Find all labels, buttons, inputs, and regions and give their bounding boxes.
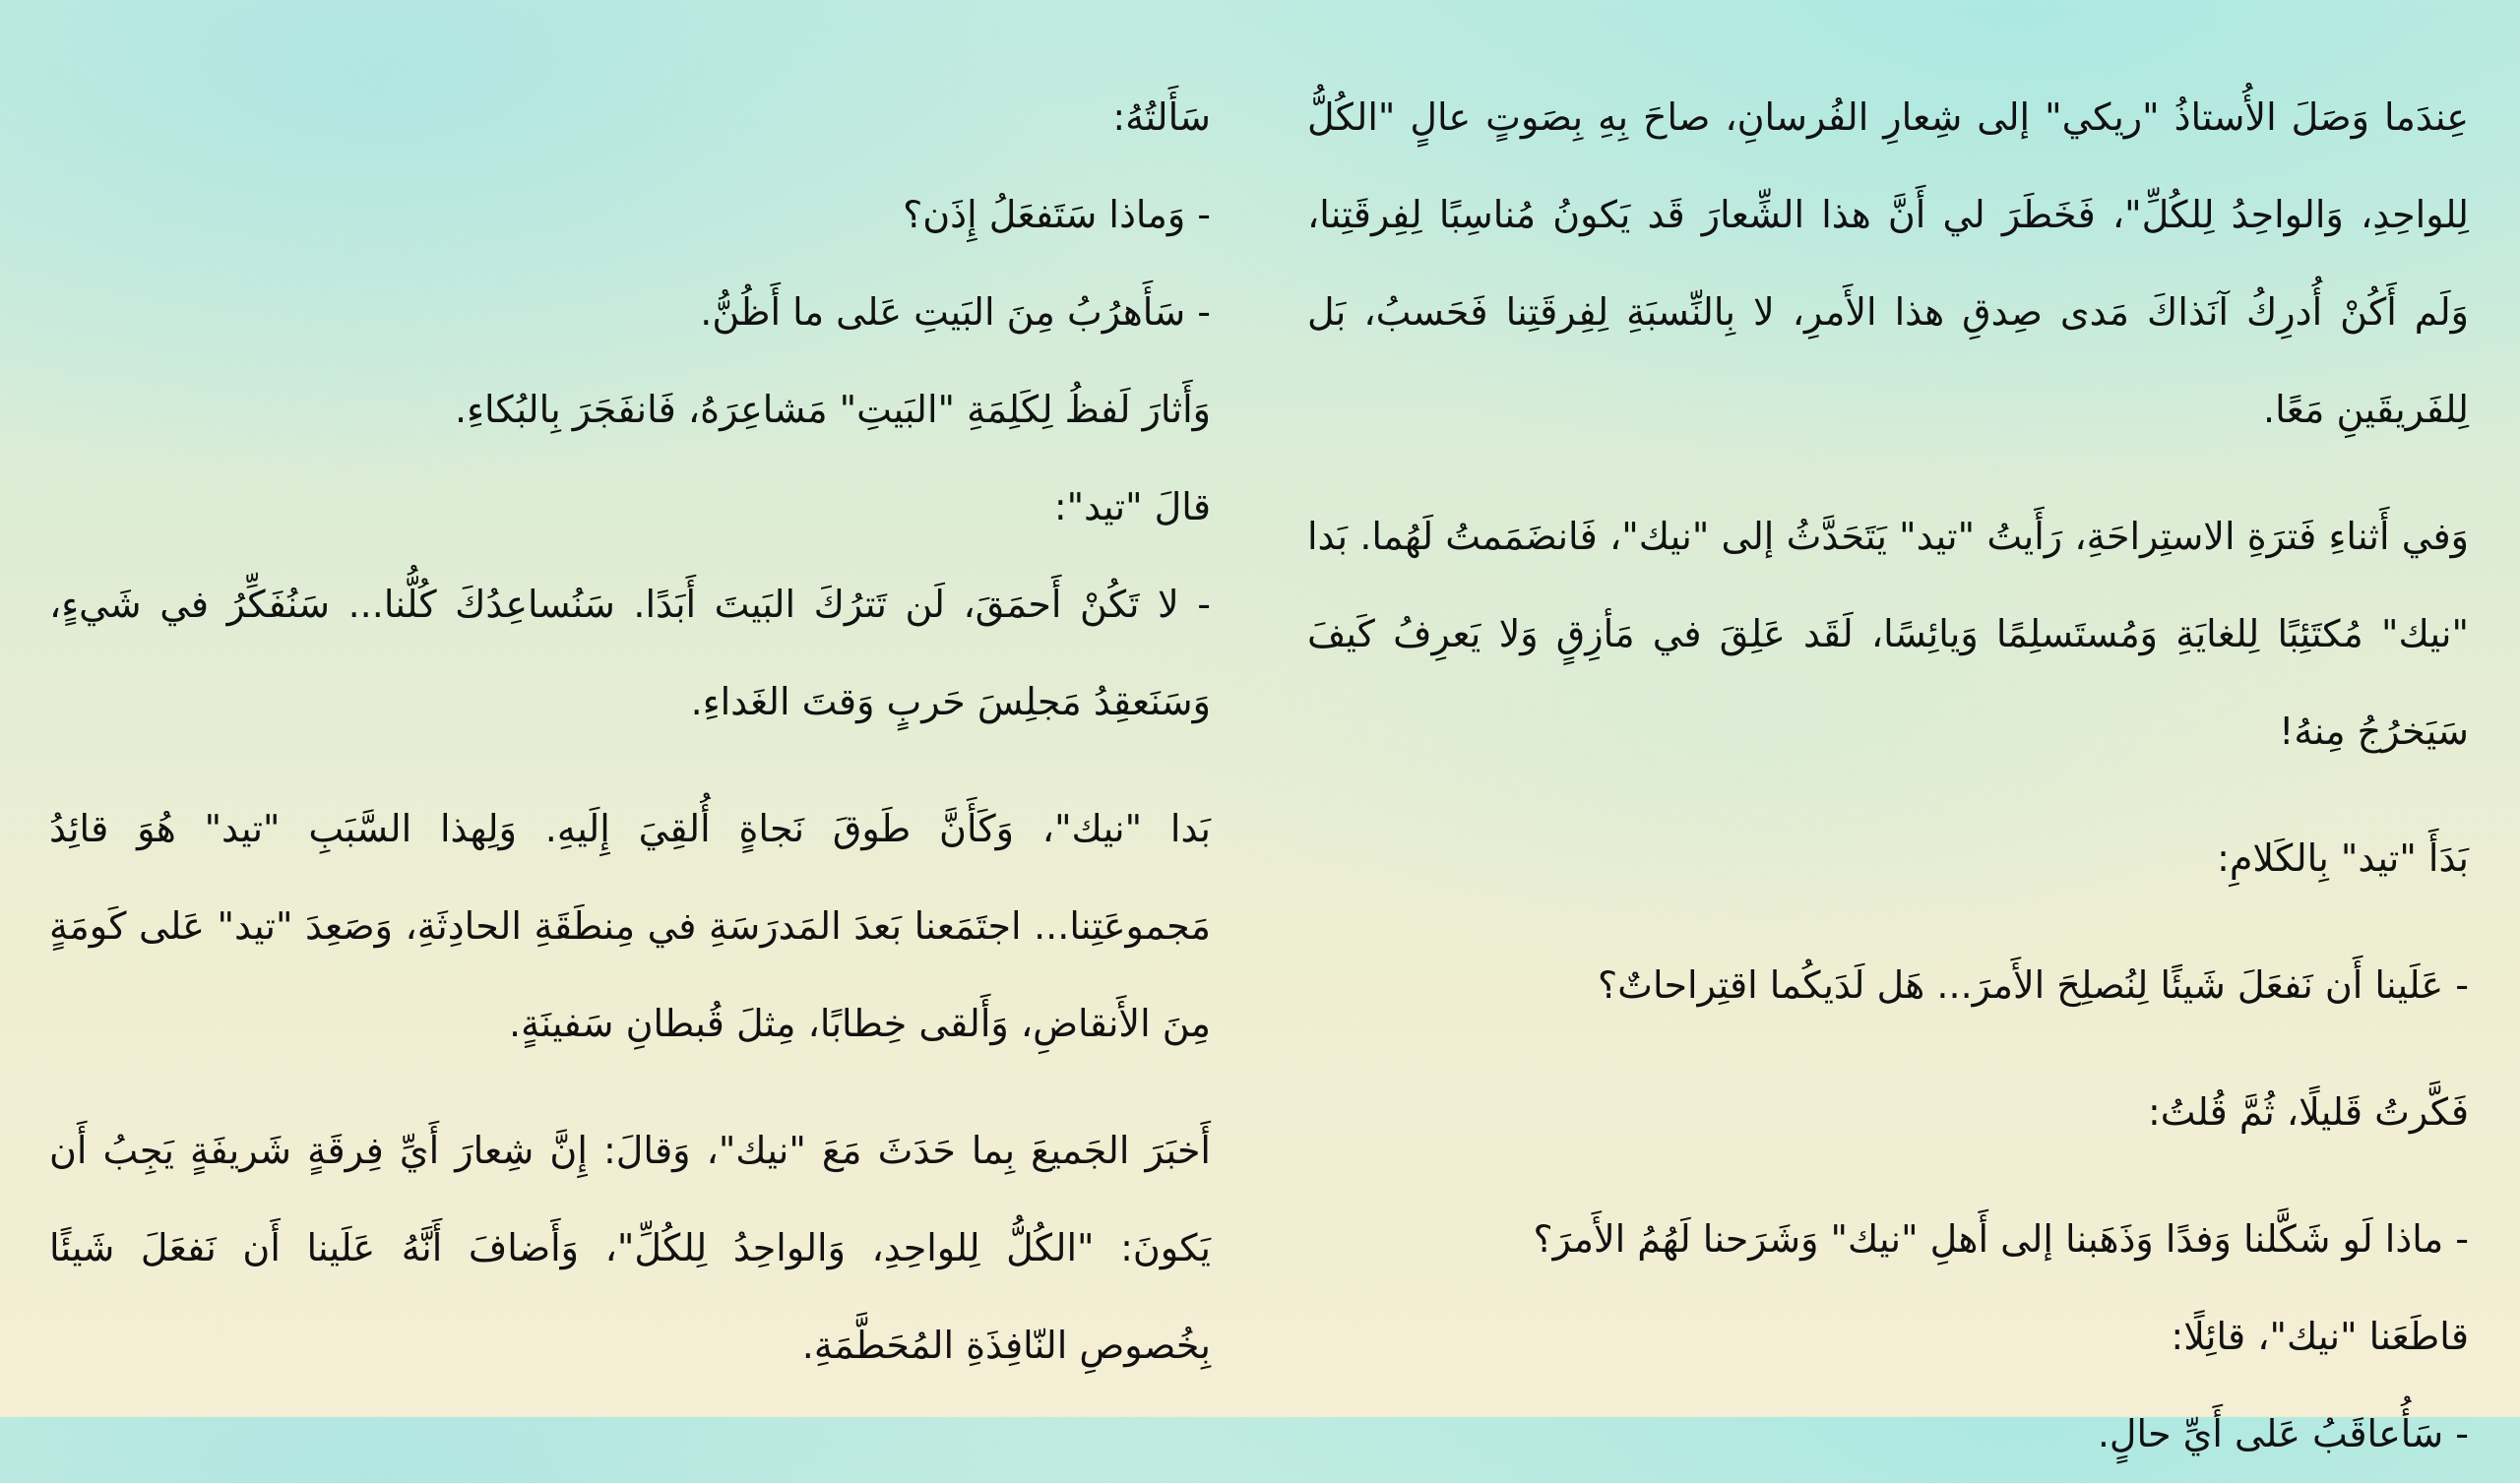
left-text-column bbox=[49, 69, 1211, 1424]
dialogue-punished: - سَأُعاقَبُ عَلى أَيِّ حالٍ. bbox=[1307, 1386, 2469, 1483]
right-text-column bbox=[1307, 69, 2469, 1483]
paragraph-knights-slogan: عِندَما وَصَلَ الأُستاذُ "ريكي" إلى شِعارِ الفُرسانِ، صاحَ بِهِ بِصَوتٍ عالٍ "الكُلُّ لِلواحِدِ، وَالواحِدُ لِلكُلِّ"، فَخَطَرَ لي أَنَّ هذا الشِّعارَ قَد يَكونُ مُناسِبًا لِفِرقَتِنا، وَلَم أَكُنْ أُدرِكُ آنَذاكَ مَدى صِدقِ هذا الأَمرِ، لا بِالنِّسبَةِ لِفِرقَتِنا فَحَسبُ، بَل لِلفَريقَينِ مَعًا. bbox=[1307, 95, 2469, 431]
dialogue-ted-suggestions: - عَلَينا أَن نَفعَلَ شَيئًا لِنُصلِحَ الأَمرَ... هَل لَدَيكُما اقتِراحاتٌ؟ bbox=[1307, 937, 2469, 1034]
dialogue-dont-be-foolish bbox=[49, 556, 1211, 751]
paragraph-lifebuoy: بَدا "نيك"، وَكَأَنَّ طَوقَ نَجاةٍ أُلقِيَ إِلَيهِ. وَلِهذا السَّبَبِ "تيد" هُوَ قائِدُ مَجموعَتِنا... اجتَمَعنا بَعدَ المَدرَسَةِ في مِنطَقَةِ الحادِثَةِ، وَصَعِدَ "تيد" عَلى كَومَةٍ مِنَ الأَنقاضِ، وَأَلقى خِطابًا، مِثلَ قُبطانِ سَفينَةٍ. bbox=[49, 807, 1211, 1045]
paragraph-told-everyone: أَخبَرَ الجَميعَ بِما حَدَثَ مَعَ "نيك"، وَقالَ: إِنَّ شِعارَ أَيِّ فِرقَةٍ شَريفَةٍ يَجِبُ أَن يَكونَ: "الكُلُّ لِلواحِدِ، وَالواحِدُ لِلكُلِّ"، وَأَضافَ أَنَّهُ عَلَينا أَن نَفعَلَ شَيئًا بِخُصوصِ النّافِذَةِ المُحَطَّمَةِ. bbox=[49, 1129, 1211, 1367]
dash-mark: - bbox=[1178, 583, 1211, 626]
dialogue-dont-be-foolish-text: لا تَكُنْ أَحمَقَ، لَن تَترُكَ البَيتَ أَبَدًا. سَنُساعِدُكَ كُلُّنا... سَنُفَكِّرُ في شَيءٍ، وَسَنَعقِدُ مَجلِسَ حَربٍ وَقتَ الغَداءِ. bbox=[49, 583, 1211, 723]
asked-him-line: سَأَلتُهُ: bbox=[1112, 95, 1211, 139]
ted-begins-line: بَدَأَ "تيد" بِالكَلامِ: bbox=[2217, 836, 2469, 880]
paragraph-break-time: وَفي أَثناءِ فَترَةِ الاستِراحَةِ، رَأَيتُ "تيد" يَتَحَدَّثُ إلى "نيك"، فَانضَمَمتُ لَهُما. بَدا "نيك" مُكتَئِبًا لِلغايَةِ وَمُستَسلِمًا وَيائِسًا، لَقَد عَلِقَ في مَأزِقٍ وَلا يَعرِفُ كَيفَ سَيَخرُجُ مِنهُ! bbox=[1307, 515, 2469, 753]
dialogue-delegation: - ماذا لَو شَكَّلنا وَفدًا وَذَهَبنا إلى أَهلِ "نيك" وَشَرَحنا لَهُمُ الأَمرَ؟ bbox=[1307, 1191, 2469, 1288]
dialogue-run-away: - سَأَهرُبُ مِنَ البَيتِ عَلى ما أَظُنُّ. bbox=[49, 264, 1211, 361]
dialogue-what-then: - وَماذا سَتَفعَلُ إِذَن؟ bbox=[49, 166, 1211, 264]
crying-line: وَأَثارَ لَفظُ لِكَلِمَةِ "البَيتِ" مَشاعِرَهُ، فَانفَجَرَ بِالبُكاءِ. bbox=[455, 388, 1211, 431]
narrator-thought-line: فَكَّرتُ قَليلًا، ثُمَّ قُلتُ: bbox=[2147, 1090, 2469, 1134]
nick-interrupts-line: قاطَعَنا "نيك"، قائِلًا: bbox=[2171, 1315, 2469, 1358]
ted-said-line: قالَ "تيد": bbox=[1053, 485, 1211, 528]
